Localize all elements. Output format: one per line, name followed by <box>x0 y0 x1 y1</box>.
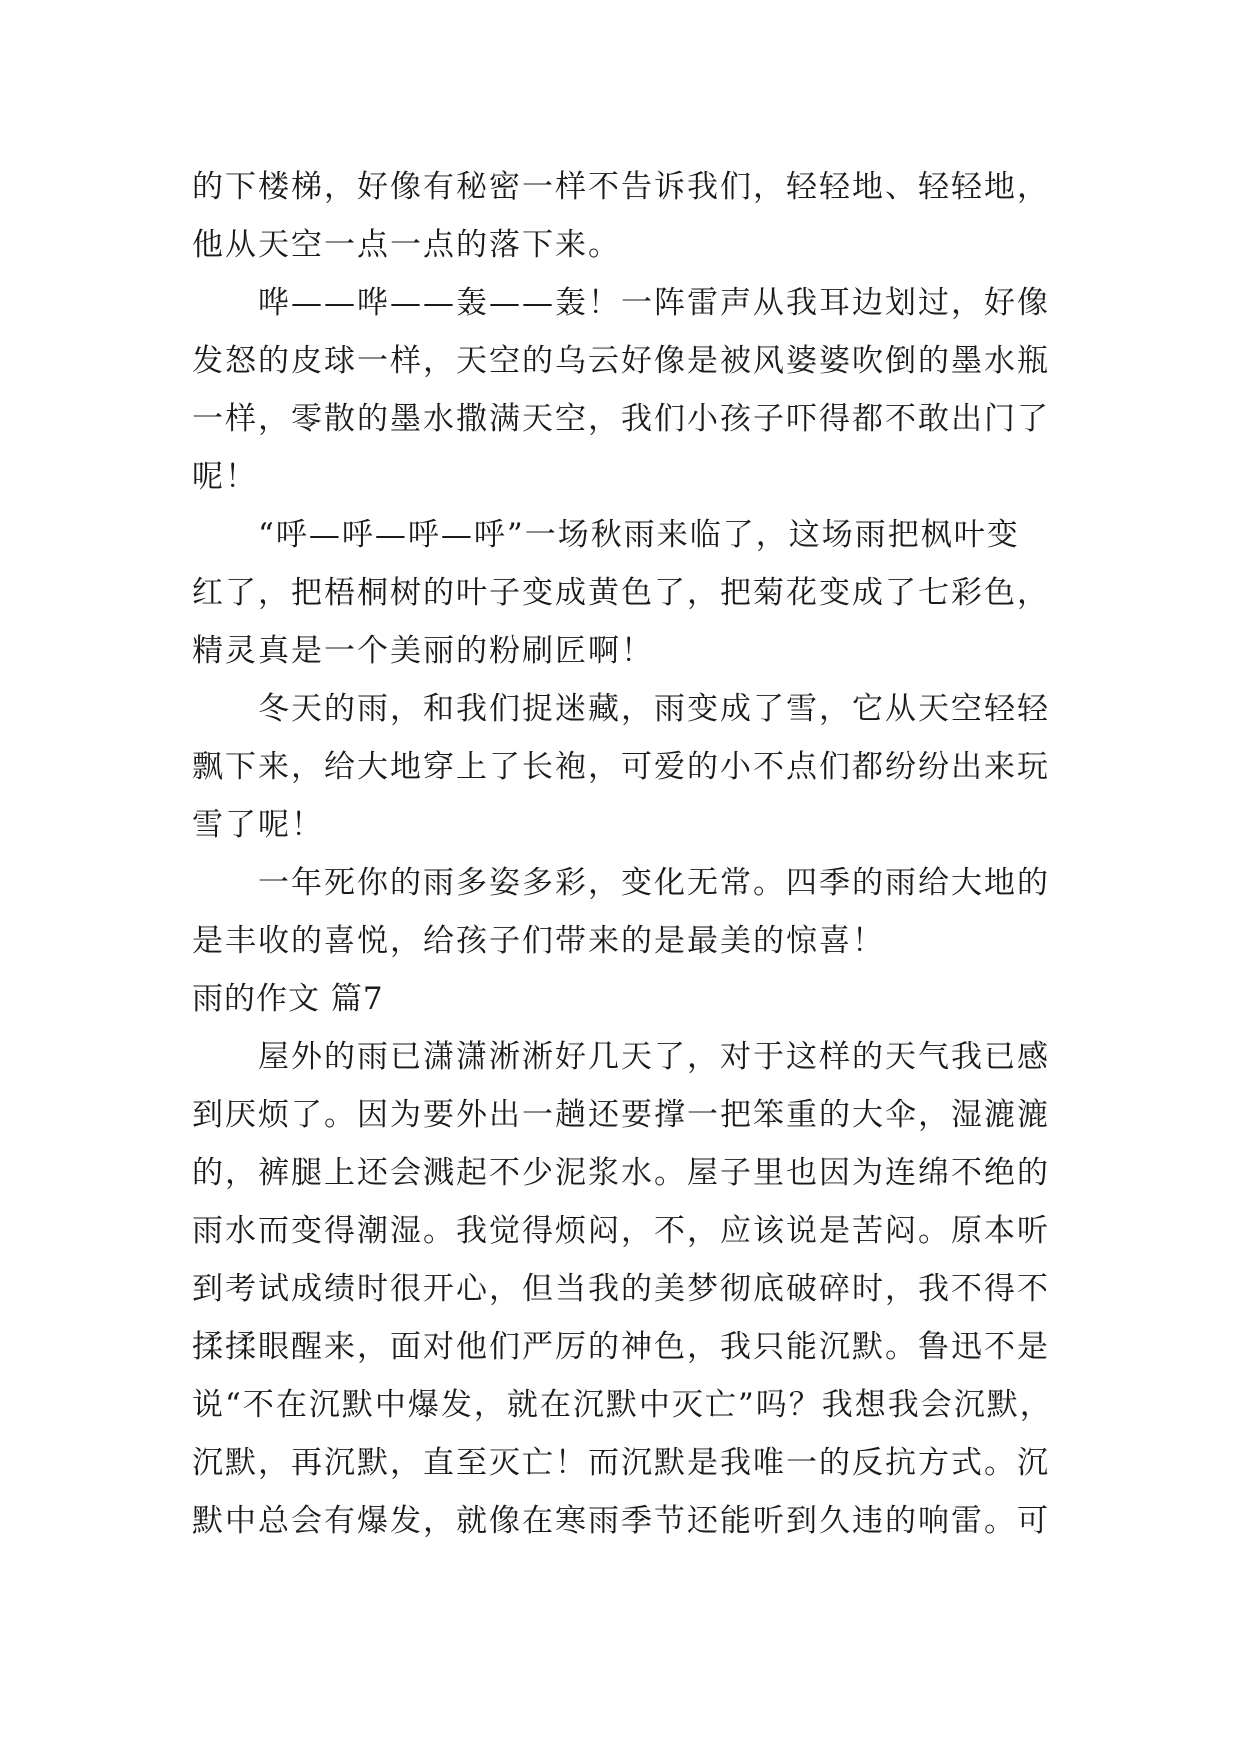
text-line: 说“不在沉默中爆发，就在沉默中灭亡”吗？我想我会沉默， <box>192 1387 1053 1423</box>
text-line: 的下楼梯，好像有秘密一样不告诉我们，轻轻地、轻轻地， <box>192 169 1050 205</box>
text-line: 他从天空一点一点的落下来。 <box>192 227 621 263</box>
text-line: “呼—呼—呼—呼”一场秋雨来临了，这场雨把枫叶变 <box>258 517 1020 553</box>
text-line: 飘下来，给大地穿上了长袍，可爱的小不点们都纷纷出来玩 <box>192 749 1050 785</box>
text-line: 冬天的雨，和我们捉迷藏，雨变成了雪，它从天空轻轻 <box>258 691 1050 727</box>
text-line: 呢！ <box>192 459 258 495</box>
text-line: 是丰收的喜悦，给孩子们带来的是最美的惊喜！ <box>192 923 885 959</box>
essay-body <box>192 158 1054 1550</box>
text-line: 屋外的雨已潇潇淅淅好几天了，对于这样的天气我已感 <box>258 1039 1050 1075</box>
text-line: 发怒的皮球一样，天空的乌云好像是被风婆婆吹倒的墨水瓶 <box>192 343 1050 379</box>
text-line: 沉默，再沉默，直至灭亡！而沉默是我唯一的反抗方式。沉 <box>192 1445 1050 1481</box>
text-line: 精灵真是一个美丽的粉刷匠啊！ <box>192 633 654 669</box>
text-line: 到厌烦了。因为要外出一趟还要撑一把笨重的大伞，湿漉漉 <box>192 1097 1050 1133</box>
text-line: 哗——哗——轰——轰！一阵雷声从我耳边划过，好像 <box>258 285 1050 321</box>
text-line: 的，裤腿上还会溅起不少泥浆水。屋子里也因为连绵不绝的 <box>192 1155 1050 1191</box>
section-heading: 雨的作文 篇7 <box>192 981 384 1017</box>
text-line: 一样，零散的墨水撒满天空，我们小孩子吓得都不敢出门了 <box>192 401 1050 437</box>
text-line: 到考试成绩时很开心，但当我的美梦彻底破碎时，我不得不 <box>192 1271 1050 1307</box>
text-line: 红了，把梧桐树的叶子变成黄色了，把菊花变成了七彩色， <box>192 575 1050 611</box>
text-line: 雨水而变得潮湿。我觉得烦闷，不，应该说是苦闷。原本听 <box>192 1213 1050 1249</box>
text-line: 揉揉眼醒来，面对他们严厉的神色，我只能沉默。鲁迅不是 <box>192 1329 1050 1365</box>
text-line: 默中总会有爆发，就像在寒雨季节还能听到久违的响雷。可 <box>192 1503 1050 1539</box>
text-line: 雪了呢！ <box>192 807 324 843</box>
text-line: 一年死你的雨多姿多彩，变化无常。四季的雨给大地的 <box>258 865 1050 901</box>
